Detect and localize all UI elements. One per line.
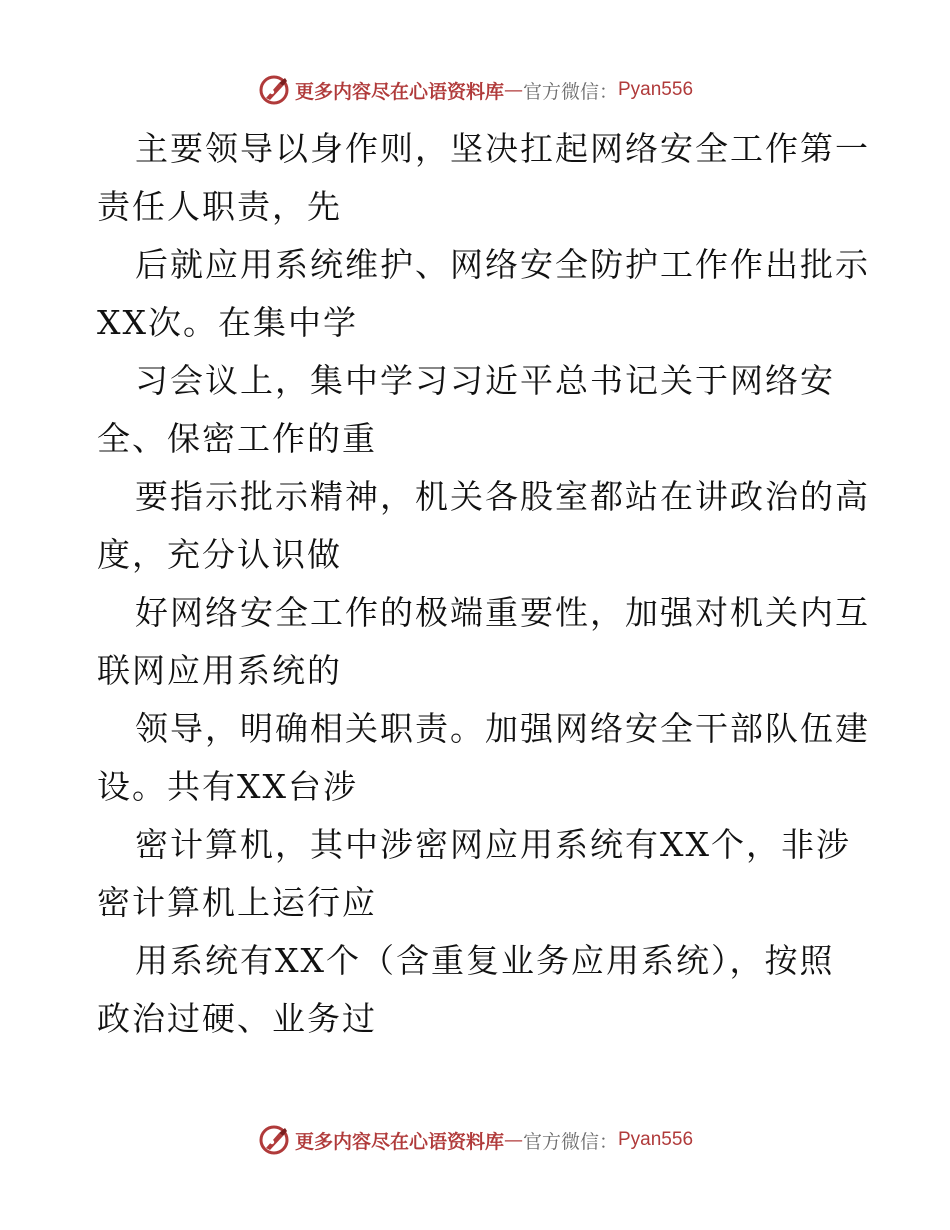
logo-icon [257, 1123, 291, 1157]
text-line: 设。共有XX台涉 [97, 767, 358, 806]
text-line: 全、保密工作的重 [97, 419, 377, 458]
text-line: 领导，明确相关职责。加强网络安全干部队伍建 [135, 709, 870, 748]
banner-brand-text: 更多内容尽在心语资料库 [294, 1130, 504, 1153]
text-line: 政治过硬、业务过 [97, 999, 377, 1038]
text-line: 责任人职责，先 [97, 187, 342, 226]
banner-dash: — [503, 1129, 523, 1151]
banner-brand-text: 更多内容尽在心语资料库 [294, 80, 504, 103]
text-line: 度，充分认识做 [97, 535, 342, 574]
logo-icon [257, 73, 291, 107]
banner-wechat-label: 官方微信： [522, 1130, 618, 1153]
text-line: 联网应用系统的 [97, 651, 342, 690]
text-line: 密计算机，其中涉密网应用系统有XX个，非涉 [135, 825, 851, 864]
header-banner [0, 70, 950, 110]
footer-banner [0, 1120, 950, 1160]
text-line: 后就应用系统维护、网络安全防护工作作出批示 [135, 245, 870, 284]
text-line: 习会议上，集中学习习近平总书记关于网络安 [135, 361, 835, 400]
text-line: XX次。在集中学 [97, 303, 358, 342]
text-line: 主要领导以身作则，坚决扛起网络安全工作第一 [135, 129, 870, 168]
banner-dash: — [503, 79, 523, 101]
banner-wechat-id: Pyan556 [618, 79, 694, 100]
document-body [97, 120, 870, 1048]
banner-wechat-label: 官方微信： [522, 80, 618, 103]
text-line: 好网络安全工作的极端重要性，加强对机关内互 [135, 593, 870, 632]
text-line: 密计算机上运行应 [97, 883, 377, 922]
text-line: 用系统有XX个（含重复业务应用系统），按照 [135, 941, 835, 980]
banner-wechat-id: Pyan556 [618, 1129, 694, 1150]
text-line: 要指示批示精神，机关各股室都站在讲政治的高 [135, 477, 870, 516]
